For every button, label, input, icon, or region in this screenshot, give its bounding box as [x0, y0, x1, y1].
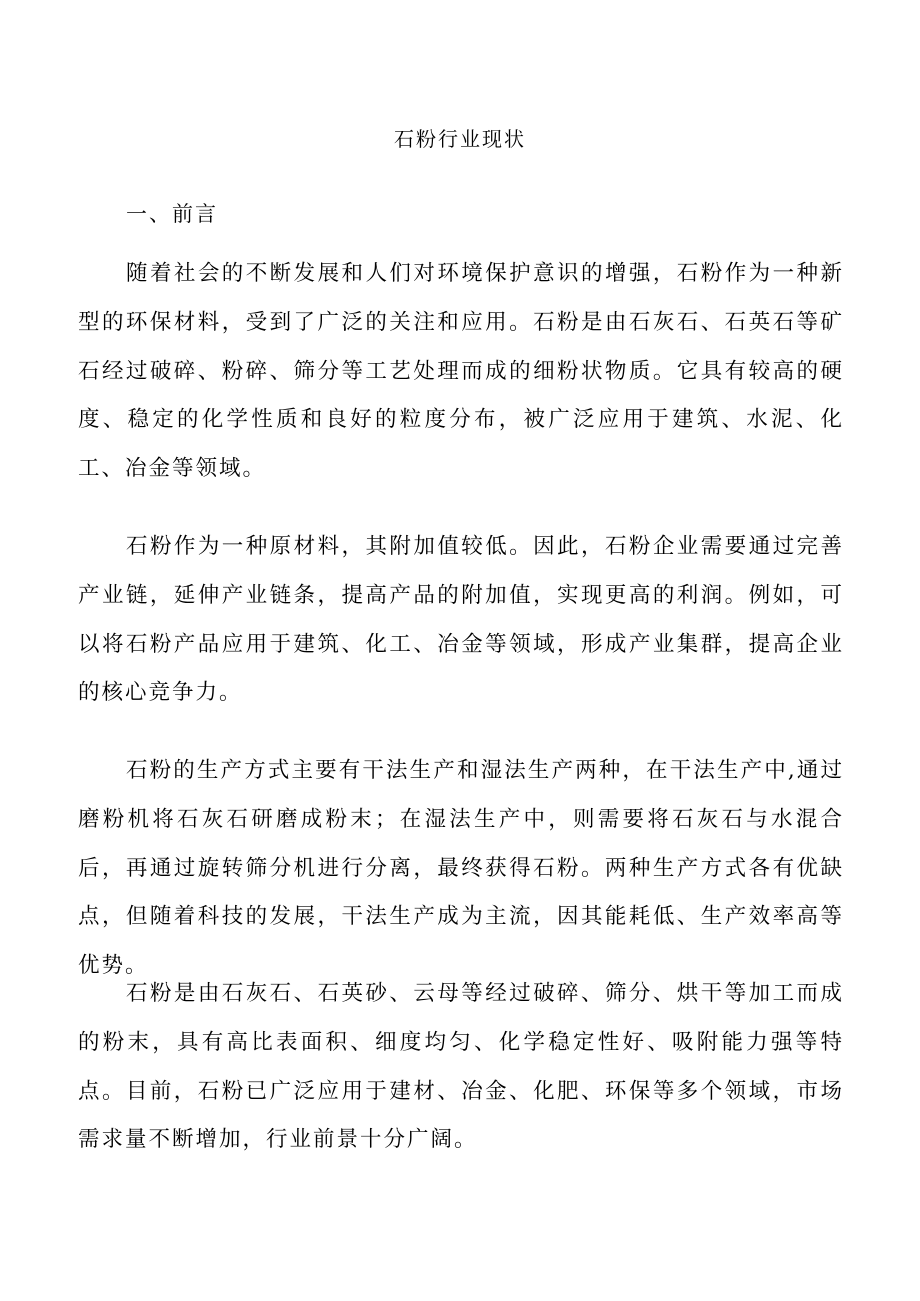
paragraph: 石粉作为一种原材料，其附加值较低。因此，石粉企业需要通过完善产业链，延伸产业链条，提高产品的附加值，实现更高的利润。例如，可以将石粉产品应用于建筑、化工、冶金等领域，形成产业集群，提高企业的核心竞争力。 — [78, 534, 844, 706]
section-heading: 一、前言 — [126, 202, 218, 226]
paragraph: 随着社会的不断发展和人们对环境保护意识的增强，石粉作为一种新型的环保材料，受到了广泛的关注和应用。石粉是由石灰石、石英石等矿石经过破碎、粉碎、筛分等工艺处理而成的细粉状物质。它具有较高的硬度、稳定的化学性质和良好的粒度分布，被广泛应用于建筑、水泥、化工、冶金等领域。 — [78, 261, 844, 482]
paragraph: 石粉的生产方式主要有干法生产和湿法生产两种，在干法生产中,通过磨粉机将石灰石研磨成粉末；在湿法生产中，则需要将石灰石与水混合后，再通过旋转筛分机进行分离，最终获得石粉。两种生产方式各有优缺点，但随着科技的发展，干法生产成为主流，因其能耗低、生产效率高等优势。 — [78, 758, 844, 979]
paragraph: 石粉是由石灰石、石英砂、云母等经过破碎、筛分、烘干等加工而成的粉末，具有高比表面积、细度均匀、化学稳定性好、吸附能力强等特点。目前，石粉已广泛应用于建材、冶金、化肥、环保等多个领域，市场需求量不断增加，行业前景十分广阔。 — [78, 981, 844, 1153]
document-title: 石粉行业现状 — [394, 127, 526, 151]
